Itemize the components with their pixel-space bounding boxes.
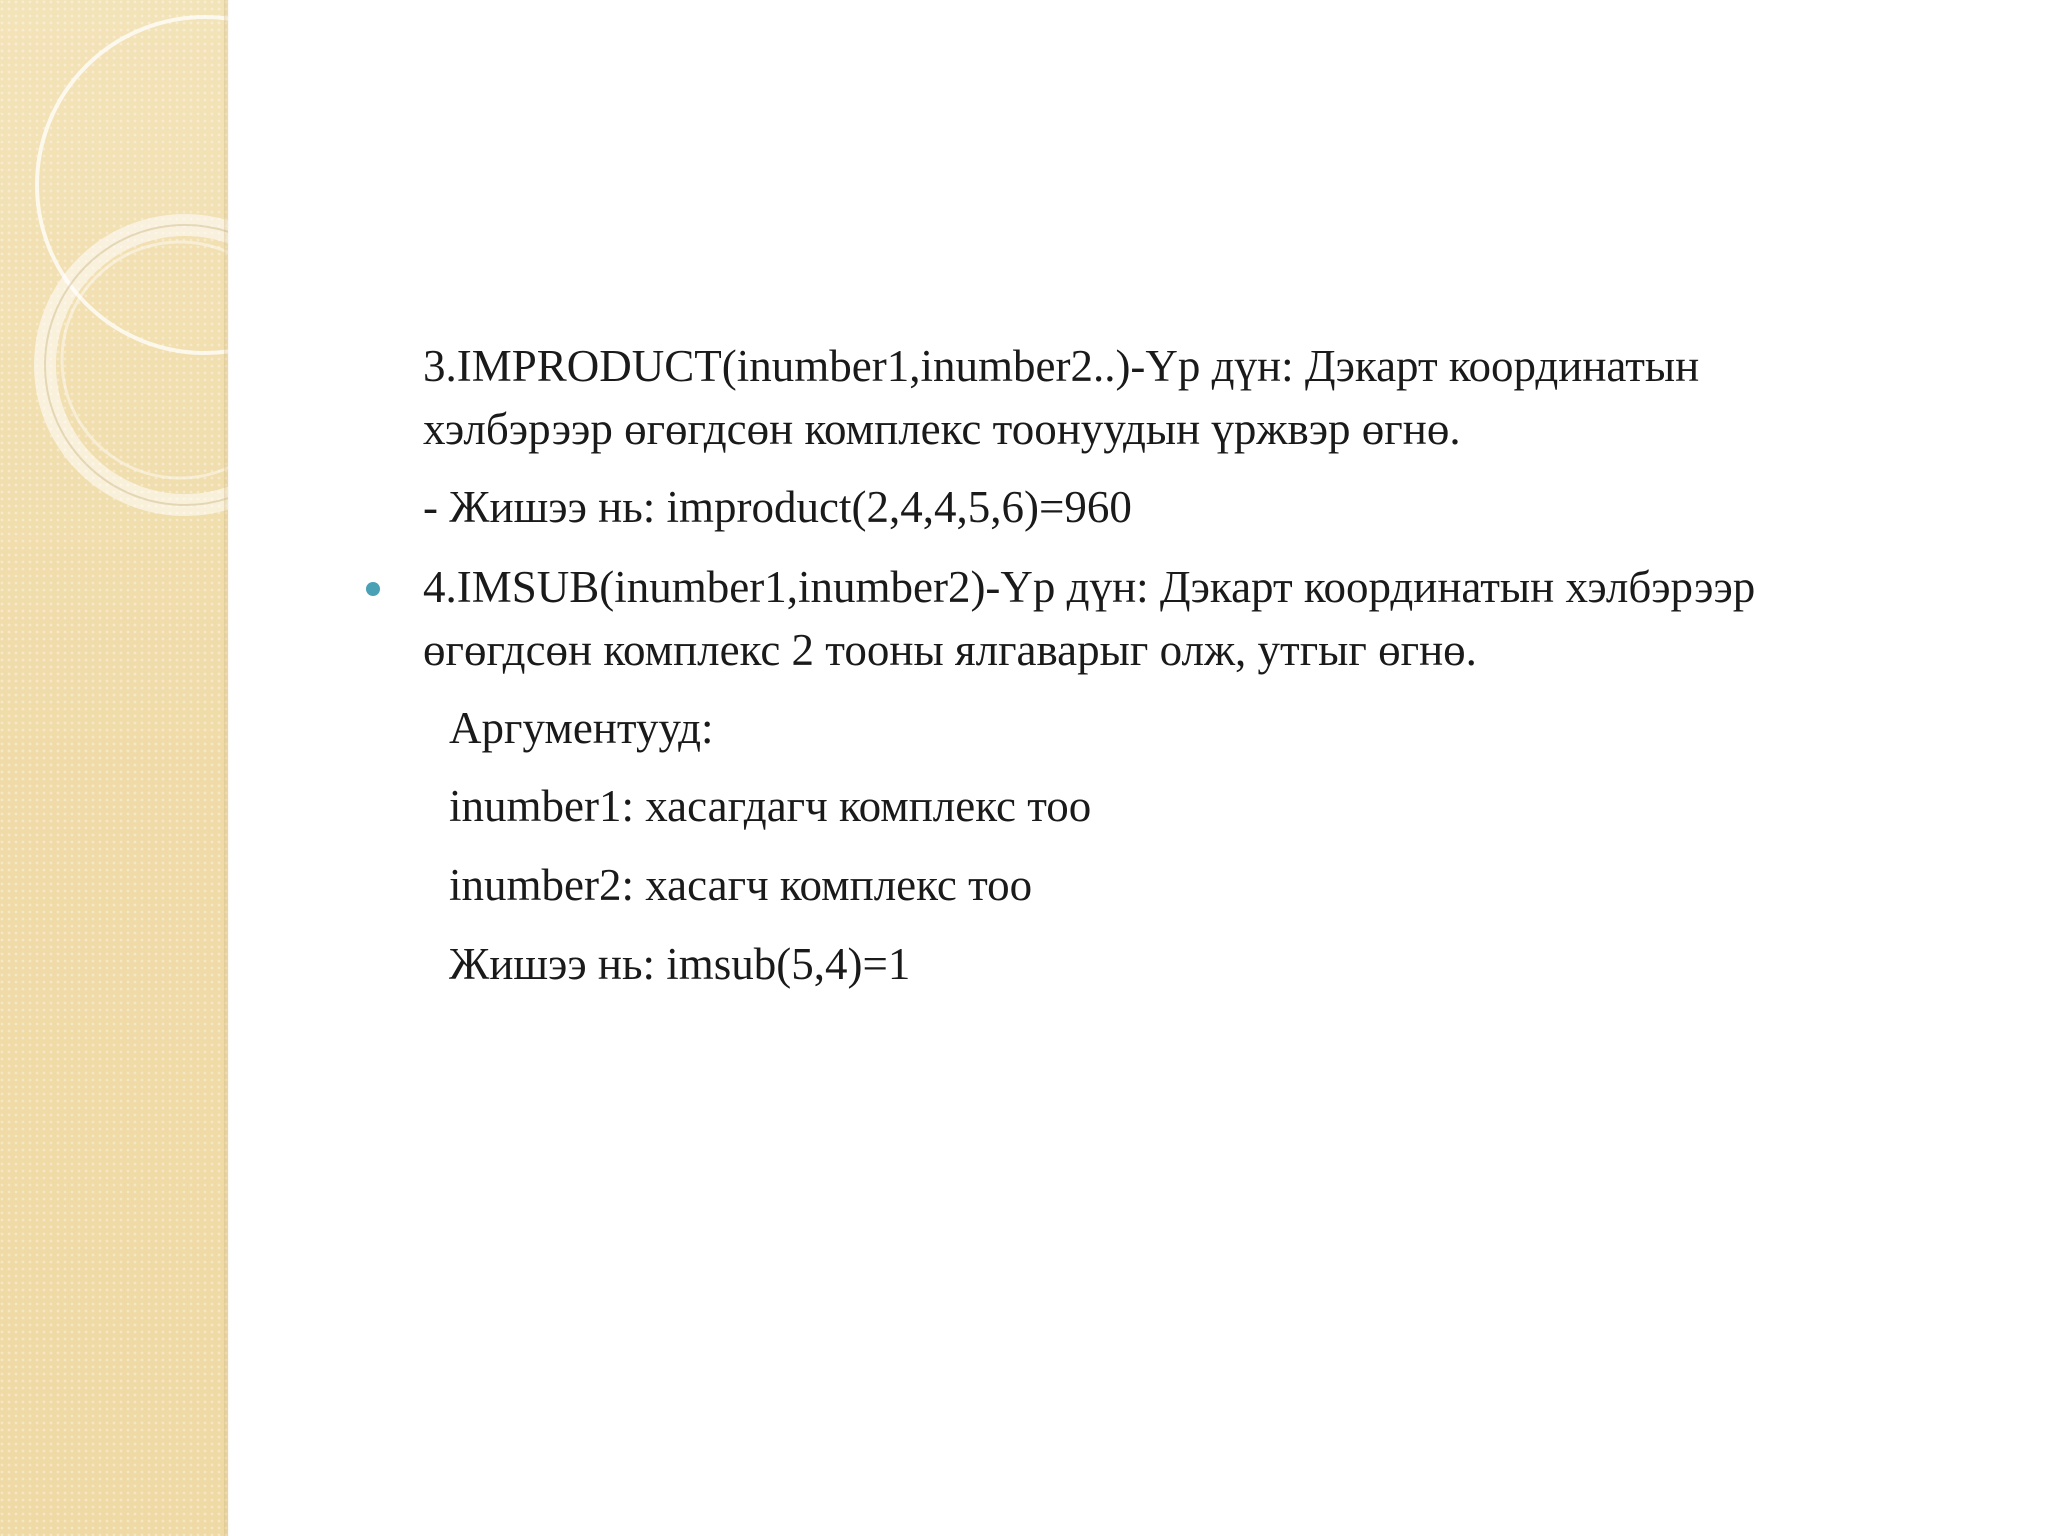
bullet-icon	[366, 582, 380, 596]
paragraph-1-line-2: хэлбэрээр өгөгдсөн комплекс тоонуудын үржвэр өгнө.	[423, 404, 1461, 454]
argument-inumber1: inumber1: хасагдагч комплекс тоо	[449, 781, 1092, 831]
paragraph-1-line-1: 3.IMPRODUCT(inumber1,inumber2..)-Үр дүн: Дэкарт координатын	[423, 341, 1700, 391]
arguments-heading: Аргументууд:	[449, 703, 714, 753]
paragraph-3-line-1: 4.IMSUB(inumber1,inumber2)-Үр дүн: Дэкарт координатын хэлбэрээр	[423, 562, 1756, 612]
paragraph-example-1: - Жишээ нь: improduct(2,4,4,5,6)=960	[423, 482, 1132, 532]
argument-inumber2: inumber2: хасагч комплекс тоо	[449, 860, 1033, 910]
paragraph-example-2: Жишээ нь: imsub(5,4)=1	[449, 939, 911, 989]
paragraph-3-line-2: өгөгдсөн комплекс 2 тооны ялгаварыг олж, утгыг өгнө.	[423, 625, 1477, 675]
